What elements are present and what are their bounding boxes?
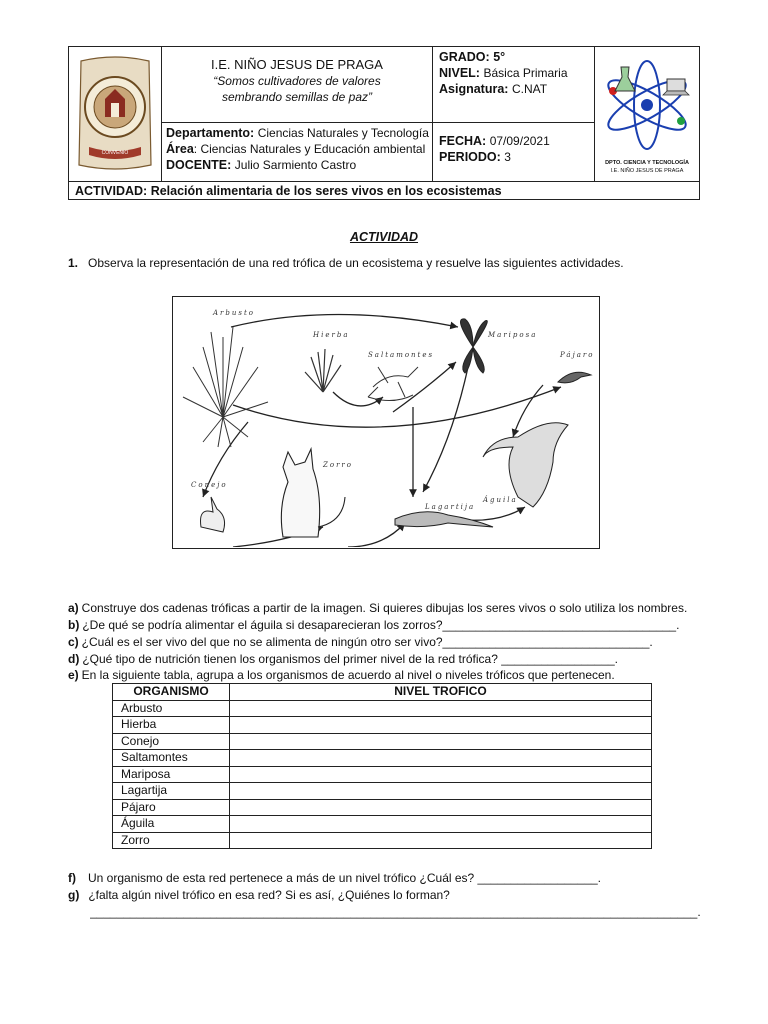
nivel-cell[interactable] [230,717,652,734]
aguila-drawing [483,423,568,507]
saltamontes-drawing [368,367,418,401]
question-1 [68,255,624,271]
table-row [113,766,652,783]
departamento-value: Ciencias Naturales y Tecnología [257,126,429,140]
pajaro-drawing [558,372,591,383]
periodo-value: 3 [504,150,511,164]
grado-label: GRADO: [439,50,490,64]
asignatura-label: Asignatura: [439,82,509,96]
nivel-label: NIVEL: [439,66,480,80]
docente-row [166,157,432,173]
organism-cell: Saltamontes [113,750,230,767]
question-c [68,634,653,650]
organism-table [112,683,652,849]
label-conejo: Conejo [191,481,228,489]
organism-cell: Hierba [113,717,230,734]
organism-cell: Águila [113,816,230,833]
label-zorro: Zorro [323,461,353,469]
question-a-letter: a) [68,601,79,615]
food-web-diagram [172,296,600,549]
nivel-cell[interactable] [230,750,652,767]
nivel-value: Básica Primaria [483,66,568,80]
question-e [68,667,615,683]
table-row [113,816,652,833]
question-d-text: ¿Qué tipo de nutrición tienen los organismos del primer nivel de la red trófica? _________________. [82,652,618,666]
nivel-cell[interactable] [230,816,652,833]
label-arbusto: Arbusto [213,309,256,317]
organism-cell: Conejo [113,733,230,750]
nivel-cell[interactable] [230,700,652,717]
organism-cell: Pájaro [113,799,230,816]
label-lagartija: Lagartija [425,503,476,511]
label-mariposa: Mariposa [488,331,538,339]
area-value: : Ciencias Naturales y Educación ambiental [193,142,426,156]
organism-cell: Arbusto [113,700,230,717]
asignatura-value: C.NAT [511,82,548,96]
logo-right-line1: DPTO. CIENCIA Y TECNOLOGÍA [605,160,689,166]
departamento-row [166,125,432,141]
grado-value: 5° [493,50,506,64]
question-f [68,870,601,886]
nivel-cell[interactable] [230,799,652,816]
question-c-letter: c) [68,635,79,649]
school-name: I.E. NIÑO JESUS DE PRAGA [211,57,383,72]
table-row [113,799,652,816]
question-g [68,887,450,903]
mariposa-drawing [461,319,488,373]
area-row [166,141,432,157]
asignatura-row [439,81,594,97]
grado-row [439,49,594,65]
question-f-letter: f) [68,871,76,885]
question-d-letter: d) [68,652,80,666]
header-organismo: ORGANISMO [113,684,230,701]
docente-value: Julio Sarmiento Castro [234,158,357,172]
label-pajaro: Pájaro [560,351,595,359]
actividad-row: ACTIVIDAD: Relación alimentaria de los seres vivos en los ecosistemas [75,184,502,198]
question-g-text: ¿falta algún nivel trófico en esa red? Si es así, ¿Quiénes lo forman? [88,888,450,902]
table-row [113,832,652,849]
organism-cell: Zorro [113,832,230,849]
question-e-letter: e) [68,668,79,682]
seal-convenio-text: CONVENIO [101,150,129,156]
label-aguila: Águila [483,496,518,504]
question-1-text: Observa la representación de una red trófica de un ecosistema y resuelve las siguientes actividades. [88,256,624,270]
question-g-answer-line[interactable]: ___________________________________________________________________________________________. [90,905,701,919]
label-hierba: Hierba [313,331,350,339]
table-row [113,783,652,800]
question-e-text: En la siguiente tabla, agrupa a los organismos de acuerdo al nivel o niveles tróficos que pertenecen. [81,668,615,682]
nivel-cell[interactable] [230,832,652,849]
conejo-drawing [201,497,225,532]
question-d [68,651,618,667]
activity-title: ACTIVIDAD [349,230,419,244]
departamento-label: Departamento: [166,126,255,140]
fecha-row [439,133,594,149]
school-seal-logo [75,55,155,173]
table-row [113,750,652,767]
table-row [113,717,652,734]
area-label: Área [166,142,194,156]
question-f-text: Un organismo de esta red pertenece a más de un nivel trófico ¿Cuál es? __________________. [88,871,602,885]
table-header-row [113,684,652,701]
arbusto-drawing [183,327,268,447]
nivel-cell[interactable] [230,766,652,783]
fecha-label: FECHA: [439,134,487,148]
question-b-letter: b) [68,618,80,632]
table-row [113,700,652,717]
question-a-text: Construye dos cadenas tróficas a partir de la imagen. Si quieres dibujas los seres vivos o solo utiliza los nombres. [81,601,688,615]
lagartija-drawing [395,512,493,527]
science-dept-logo [597,51,697,179]
fecha-value: 07/09/2021 [489,134,550,148]
nivel-cell[interactable] [230,783,652,800]
question-1-number: 1. [68,256,79,270]
nivel-cell[interactable] [230,733,652,750]
question-b-text: ¿De qué se podría alimentar el águila si desaparecieran los zorros?___________________________________. [82,618,680,632]
docente-label: DOCENTE: [166,158,232,172]
nivel-row [439,65,594,81]
organism-cell: Lagartija [113,783,230,800]
table-row [113,733,652,750]
header-table [68,46,700,200]
question-g-letter: g) [68,888,80,902]
logo-right-line2: I.E. NIÑO JESUS DE PRAGA [610,168,684,174]
header-nivel-trofico: NIVEL TROFICO [230,684,652,701]
periodo-row [439,149,594,165]
school-motto: “Somos cultivadores de valores sembrando semillas de paz” [213,74,381,104]
label-saltamontes: Saltamontes [368,351,435,359]
periodo-label: PERIODO: [439,150,501,164]
question-c-text: ¿Cuál es el ser vivo del que no se alimenta de ningún otro ser vivo?_______________________________. [81,635,653,649]
organism-cell: Mariposa [113,766,230,783]
question-b [68,617,679,633]
question-a [68,600,687,616]
hierba-drawing [305,349,341,392]
